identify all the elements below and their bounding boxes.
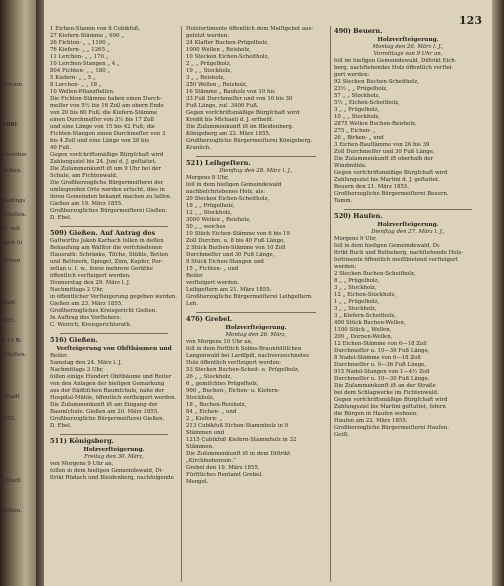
text-line: 12 Eichen-Stämme von 6—18 Zoll [334,341,427,347]
text-line: Windmühle. [334,163,367,169]
text-line: Hauſen am 22. März 1855. [334,418,408,424]
text-line: 400 Stück Buchen-Wellen, [334,320,406,326]
notice-subheading: Holzverſteigerung. [377,222,439,228]
text-line: Nachmittags 3 Uhr, [50,367,104,373]
notice-heading: 520) Hauſen. [334,212,383,220]
text-line: Vormittags von 9 Uhr an, [373,51,443,57]
text-line: Durchmeſſer u. 10—36 Fuß Länge, [334,348,430,354]
text-line: Samstag den 24. März l. J. [50,360,122,366]
divider [196,152,316,157]
text-line: Leihgeſtern am 21. März 1855. [186,287,272,293]
text-line: Freitag den 30. März, [84,454,144,460]
text-line: und Bettwerk, Spiegel, Zinn, Kupfer, Por- [50,259,163,265]
text-line: Gießen am 23. März 1855. [50,301,123,307]
notice-490-beuern [334,27,482,205]
text-line: 15 „ Fichten- „ und [186,266,239,272]
text-line: Die Zuſammenkunft iſt an der Straße [334,383,436,389]
margin-fragment: Stadt [0,300,16,306]
notice-subheading: Holzverſteigerung. [377,37,439,43]
text-line: 12 „ Eichen-Stockholz, [334,292,397,298]
margin-fragment: r Gießen. [0,212,27,218]
text-line: 5½ „ Eichen-Scheitholz, [334,100,400,106]
column-left [50,26,178,582]
text-line: Gegen vorſchriftsmäßige Bürgſchaft wird [334,170,448,176]
text-line: von Morgens 10 Uhr an, [186,339,253,345]
page-edge-shadow [492,0,504,586]
column-middle [186,26,326,582]
text-line: 19 „ „ Stockholz, [186,68,232,74]
text-line: Die Zuſammenkunft iſt im Bleidenberg. [186,124,294,130]
text-line: 3 „ „ Reisholz, [186,75,225,81]
text-line: von Morgens 9 Uhr an, [50,461,114,467]
text-line: 9 Stück Eichen-Stangen und [186,259,264,265]
text-line: zellan u. ſ. w., ſowie mehrere Geräthe [50,266,153,272]
text-line: 3 Eichen-Bauſtämme von 26 bis 39 [334,142,430,148]
notice-heading: 521) Leihgeſtern. [186,159,251,167]
margin-fragment: Gießen. [0,508,22,514]
margin-fragment: rigen ſo [0,240,23,246]
text-line: 76 Kiefern- „ „ 1265 „ [50,47,110,53]
text-line: Hausrath: Schränke, Tiſche, Stühle, Betten [50,252,169,258]
text-line: 200 „ Dornen-Wellen, [334,334,393,340]
book-gutter [36,0,44,586]
text-line: gert werden: [334,72,370,78]
text-line: 3 „ „ Stockholz, [334,306,377,312]
text-line: Leh. [186,301,198,307]
text-line: 8 Lerchen- „ „ 18 „ [50,82,102,88]
text-line: in öffentlicher Verſteigerung gegeben werden. [50,294,178,300]
text-line: ſollen einige Hundert Obſtbäume und Reiſer [50,374,172,380]
text-line: aus der ſtädtiſchen Baumſchule, nahe der [50,388,165,394]
margin-fragment: ig 11 ℔. [0,338,23,344]
text-line: 10 Stecken Eichen-Scheitholz, [186,54,270,60]
text-line: Königsberg am 22. März 1855. [186,131,271,137]
text-line: 33 Fuß Durchmeſſer und von 10 bis 30 [186,96,293,102]
text-line: Mengel. [186,479,209,485]
text-line: Die Zuſammenkunft iſt in dem Diſtrikt [186,451,291,457]
text-line: 18 „ Buchen-Reisholz, [186,402,247,408]
text-line: von 20 bis 60 Fuß; die Kiefern-Stämme [50,110,158,116]
text-line: ſoll in dem fürſtlich Solms-Braunfelſiſchen [186,346,302,352]
text-line: 26 „ „ Stockholz, [186,374,232,380]
previous-page-edge [0,0,36,586]
text-line: 2 „ „ Prügelholz, [186,61,232,67]
text-line: Dienſtag den 28. März l. J., [219,168,293,174]
text-line: 3 „ „ Prügelholz, [334,107,380,113]
text-line: Reiſer [186,273,203,279]
text-line: D. Ebel. [50,423,72,429]
text-line: 53 Stecken Buchen-Scheit- u. Prügelholz, [186,367,300,373]
page-number: 123 [459,14,482,27]
margin-fragment: ſpricien [0,82,22,88]
text-line: 2 Stecken Buchen-Scheitholz, [334,271,416,277]
text-line: 10 Stück Eichen-Stämme von 6 bis 19 [186,231,290,237]
text-line: Fürſtliches Rentamt Grebel. [186,472,263,478]
text-line: 40 Fuß. [50,145,72,151]
text-line: 915 Nadel-Stangen von 1—4½ Zoll [334,369,430,375]
text-line: Montag den 26. März l. J., [372,44,444,50]
text-line: Tamm. [334,198,353,204]
text-line: ſtrikt Buch und Rotheberg, nachſtehende Holz- [334,250,463,256]
column-right [334,26,482,582]
margin-fragment: 1855. [0,318,17,324]
text-line: 84 „ Eichen- „ und [186,409,237,415]
text-line: und eine Länge von 15 bis 42 Fuß; die [50,124,156,130]
notice-heading: 509) Gießen. Auf Antrag des [50,229,156,237]
text-line: 6 „ gemiſchtes Prügelholz, [186,381,259,387]
text-line: Großherzogliches Kreisgericht Gießen. [50,308,157,314]
text-line: Baumſchule. Gießen am 20. März 1855. [50,409,159,415]
text-line: Durchmeſſer und 30 Fuß Länge, [186,252,275,258]
text-line: Morgens 8 Uhr, [186,175,229,181]
text-line: 57 „ „ Stockholz, [334,93,380,99]
text-line: die Bürgen in Hauſen wohnen. [334,411,418,417]
notice-heading: 476) Grebel. [186,315,233,323]
text-line: bei dem Schlagwerke im Fichtenwald. [334,390,439,396]
text-line: 900 „ Buchen-, Eichen- u. Kiefern- [186,388,280,394]
text-line: bis 4 Zoll und eine Länge von 20 bis [50,138,149,144]
text-line: 275 „ Eichen- „ [334,128,376,134]
text-line: Großherzogliche Bürgermeiſterei Gießen. [50,416,165,422]
text-line: meſſer von 5½ bis 16 Zoll am obern Ende [50,103,164,109]
margin-fragment: Gießen. [0,168,22,174]
margin-fragment: r Stadt [0,394,20,400]
text-line: ſollen in dem hieſigen Gemeindewald, Di- [50,468,164,474]
text-line: 24 Klafter Buchen-Prügelholz, [186,40,269,46]
text-line: 1000 Wellen „ Reisholz, [186,47,251,53]
notice-fichtenwald [50,26,178,222]
text-line: Fuß Länge, zuſ. 3400 Fuß. [186,103,259,109]
text-line: In Auftrag des Vorſtehers. [50,315,122,321]
text-line: 23½ „ „ Prügelholz, [334,86,388,92]
divider [60,329,168,334]
text-line: Hospital-Mühle, öffentlich verſteigert werden. [50,395,177,401]
text-line: 3000 Wellen „ Reisholz, [186,217,251,223]
notice-516-giessen [50,336,178,430]
text-line: 250 Wellen „ Reisholz, [186,82,248,88]
text-line: Durchmeſſer u. 9—36 Fuß Länge, [334,362,427,368]
text-line: ihren Gemeinden bekannt machen zu laſſen. [50,194,172,200]
text-line: Stämmen und [186,430,225,436]
notice-521-leihgestern [186,159,326,308]
text-line: Gaſtwirths Jakob Karbach ſollen in deſſen [50,238,164,244]
text-line: „Kirchbodenrain.“ [186,458,236,464]
text-line: Gegen vorſchriftsmäßige Bürgſchaft wird [334,397,448,403]
text-line: Geiſt. [334,432,350,438]
text-line: Zahlungsziel bis Martini geſtattet, ſofern [334,404,446,410]
text-line: 1215 Cubikfuß Kiefern-Stammholz in 32 [186,437,297,443]
text-line: Kranlich. [186,145,211,151]
notice-heading: 511) Königsberg. [50,437,114,445]
text-line: Großherzogliche Bürgermeiſterei Leihgeſtern. [186,294,313,300]
text-line: ſoll im hieſigen Gemeindewald, Diſtrikt Eich- [334,58,457,64]
divider [196,308,316,313]
text-line: 1100 Stück „ Wellen, [334,327,392,333]
text-line: geſetzt werden: [186,33,230,39]
divider [60,430,168,435]
text-line: ſortimente öffentlich meiſtbietend verſteigert [334,257,458,263]
text-line: Zahlungsziel bis 24. Juni d. J. geſtattet. [50,159,157,165]
text-line: ſoll in dem hieſigen Gemeindewald [186,182,282,188]
notice-subheading: Verſteigerung von Obſtbäumen und [56,346,172,352]
notice-heading: 516) Gießen. [50,336,98,344]
text-line: nachbeſchriebenes Holz, als: [186,189,266,195]
newspaper-page [44,0,492,586]
text-line: Die Fichten-Stämme haben einen Durch- [50,96,162,102]
text-line: von den Anlagen der hieſigen Gemarkung [50,381,165,387]
margin-fragment: ll Stadt [0,478,21,484]
text-line: Montag den 26. März, [225,332,287,338]
text-line: Nachmittags 2 Uhr, [50,287,104,293]
text-line: umliegenden Orte werden erſucht, dies in [50,187,165,193]
text-line: 2 Stück Buchen-Stämme von 10 Zoll [186,245,286,251]
text-line: ſtrikt Rüdach und Bleidenberg, nachfolgende [50,475,174,481]
text-line: werden: [334,264,357,270]
margin-fragment: 1855. [0,416,17,422]
text-line: 1 Eichen-Stamm von 8 Cubikfuß, [50,26,141,32]
text-line: 16 Stämme „ Bauholz von 10 bis [186,89,275,95]
notice-subheading: Holzverſteigerung. [225,325,287,331]
text-line: Reiſer. [50,353,68,359]
text-line: 18 „ „ Prügelholz, [186,203,235,209]
text-line: Grebel den 19. März 1855. [186,465,260,471]
text-line: 1 „ „ Prügelholz, [334,299,380,305]
text-line: einen Durchmeſſer von 3½ bis 17 Zoll [50,117,154,123]
text-line: Schule, am Fichtenwald. [50,173,118,179]
text-line: Fichten-Stangen einen Durchmeſſer von 3 [50,131,166,137]
text-line: Großherzogliche Bürgermeiſterei Hauſen. [334,425,449,431]
text-line: Gegen vorſchriftsmäßige Bürgſchaft wird [50,152,164,158]
text-line: 92 Stecken Buchen-Scheitholz, [334,79,419,85]
text-line: öffentlich verſteigert werden. [50,273,131,279]
notice-heading: 490) Beuern. [334,27,383,35]
margin-fragment: n werden [0,152,27,158]
text-line: ſoll in dem hieſigen Gemeindewald, Di- [334,243,441,249]
text-line: 2875 Wellen Buchen-Reisholz, [334,121,417,127]
text-line: 10 „ „ Stockholz, [334,114,380,120]
text-line: 10 Lerchen-Stangen „ 4 „ [50,61,120,67]
margin-fragment: ım, mit [0,226,20,232]
text-line: Kredit bis Michaeli d. J. ertheilt. [186,117,274,123]
text-line: 26 „ Birken- „ und [334,135,384,141]
text-line: 8 „ „ Prügelholz, [334,278,380,284]
text-line: Zoll Durchm. u. 8 bis 40 Fuß Länge, [186,238,285,244]
text-line: 213 Cubikfuß Eichen-Stammholz in 9 [186,423,289,429]
notice-subheading: Holzverſteigerung. [83,447,145,453]
divider [344,205,472,210]
margin-fragment: r Gießen. [0,352,27,358]
text-line: Die Zuſammenkunft iſt um 9 Uhr bei der [50,166,161,172]
text-line: Durchmeſſer u. 10—30 Fuß Länge. [334,376,430,382]
text-line: Die Zuſammenkunft iſt oberhalb der [334,156,434,162]
text-line: 3 „ Kiefern-Scheitholz, [334,313,396,319]
text-line: Morgens 9 Uhr, [334,236,377,242]
text-line: Beuern den 21. März 1855. [334,184,409,190]
text-line: Großherzogliche Bürgermeiſterei Beuern. [334,191,449,197]
notice-476-grebel [186,315,326,486]
text-line: 10 Wellen-Pflanzſtellen. [50,89,115,95]
text-line: Behauſung am Walltor die verſchiedenen [50,245,162,251]
text-line: C. Weirich, Kreisgerichtsrath. [50,322,132,328]
text-line: Großherzogliche Bürgermeiſterei Königsberg. [186,138,313,144]
notice-509-giessen [50,229,178,329]
text-line: 804 Fichten- „ „ 180 „ [50,68,111,74]
text-line: 11 Lerchen- „ „ 170 „ [50,54,109,60]
text-line: Großherzogliches Bürgermeiſterei Gießen. [50,208,168,214]
notice-511-continued [186,26,326,152]
column-rule [181,26,182,582]
text-line: verſteigert werden. [186,280,240,286]
text-line: 5 Kiefern- „ „ 5 „ [50,75,96,81]
column-rule [330,26,331,582]
text-line: Stämmen. [186,444,214,450]
text-line: Donnerstag den 29. März l. J. [50,280,131,286]
divider [60,222,168,227]
text-line: Holz öffentlich verſteigert werden: [186,360,282,366]
text-line: 12 „ „ Stockholz, [186,210,232,216]
margin-fragment: Niedings [0,198,26,204]
text-line: 26 Fichten- „ „ 1190 „ [50,40,111,46]
text-line: 50 „ „ weiches [186,224,226,230]
text-line: 20 Stecken Eichen-Scheitholz, [186,196,270,202]
text-line: berg, nachſtehendes Holz öffentlich verſtei- [334,65,454,71]
notice-511-koenigsberg [50,437,178,482]
text-line: Die Zuſammenkunft iſt am Eingang der [50,402,158,408]
text-line: 2 „ Kiefern- „ [186,416,223,422]
text-line: Gießen am 19. März 1855. [50,201,123,207]
text-line: Zoll Durchmeſſer und 30 Fuß Länge. [334,149,435,155]
text-line: 8 Nadel-Stämme von 6—18 Zoll [334,355,421,361]
text-line: 3 „ „ Stockholz, [334,285,377,291]
margin-fragment: (188) [0,122,17,128]
text-line: Dienſtag den 27. März l. J., [371,229,445,235]
text-line: Stockholz, [186,395,215,401]
margin-fragment: riſchen [0,258,21,264]
text-line: Langenwald bei Lardſpill, nachverzeichnetes [186,353,310,359]
notice-520-hausen [334,212,482,439]
text-line: Zahlungsziel bis Martini d. J. geſtattet. [334,177,440,183]
text-line: Gegen vorſchriftsmäßige Bürgſchaft wird [186,110,300,116]
text-line: Die Großherzogliche Bürgermeiſterei der [50,180,164,186]
text-line: D. Ebel. [50,215,72,221]
text-line: 27 Kiefern-Stämme „ 690 „ [50,33,125,39]
text-line: Holzſortimente öffentlich dem Meiſtgebot aus- [186,26,314,32]
